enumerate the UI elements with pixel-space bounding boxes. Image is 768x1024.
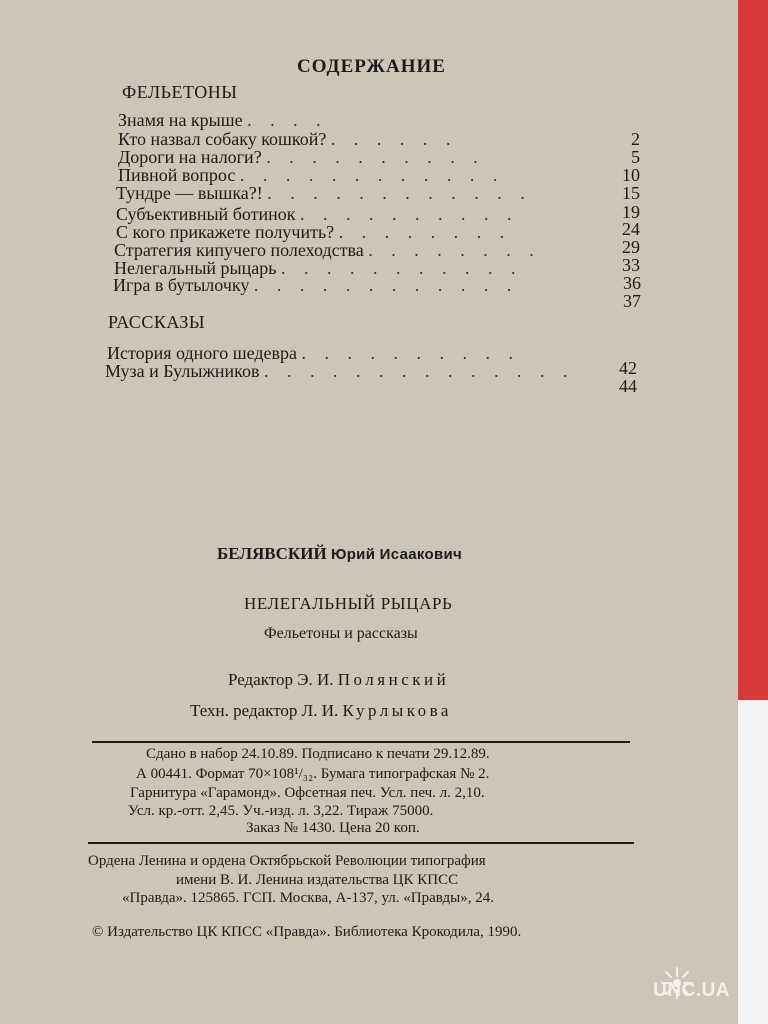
toc-page-number: 36 [623, 273, 641, 293]
toc-entry: Пивной вопрос . . . . . . . . . . . . [118, 165, 505, 185]
author-line [217, 544, 462, 564]
toc-entry: С кого прикажете получить? . . . . . . . . [116, 222, 512, 242]
divider [88, 842, 634, 844]
watermark-logo: UNC.UA [653, 980, 730, 1001]
print-line: Гарнитура «Гарамонд». Офсетная печ. Усл. печ. л. 2,10. [130, 785, 485, 801]
toc-entry: Тундре — вышка?! . . . . . . . . . . . . [116, 183, 532, 203]
toc-page-number: 2 [631, 129, 640, 149]
toc-page-number: 19 [622, 202, 640, 222]
tech-editor-credit: Техн. редактор Л. И. Курлыкова [190, 701, 452, 720]
printer-line: Ордена Ленина и ордена Октябрьской Революции типография [88, 853, 486, 869]
toc-page-number: 10 [622, 165, 640, 185]
print-line: А 00441. Формат 70×108¹/₃₂. Бумага типографская № 2. [136, 766, 490, 782]
toc-entry: Муза и Булыжников . . . . . . . . . . . . . . [105, 361, 575, 381]
toc-entry: История одного шедевра . . . . . . . . . . [107, 343, 520, 363]
print-line: Сдано в набор 24.10.89. Подписано к печати 29.12.89. [146, 746, 490, 762]
toc-page-number: 15 [622, 183, 640, 203]
toc-entry: Субъективный ботинок . . . . . . . . . . [116, 204, 519, 224]
toc-page-number: 5 [631, 147, 640, 167]
toc-entry: Нелегальный рыцарь . . . . . . . . . . . [114, 258, 523, 278]
book-title: НЕЛЕГАЛЬНЫЙ РЫЦАРЬ [244, 594, 453, 613]
printer-line: «Правда». 125865. ГСП. Москва, А-137, ул. «Правды», 24. [122, 890, 494, 906]
book-subtitle: Фельетоны и рассказы [264, 625, 418, 642]
background-surface [738, 700, 768, 1024]
toc-entry: Игра в бутылочку . . . . . . . . . . . . [113, 275, 519, 295]
print-line: Заказ № 1430. Цена 20 коп. [246, 820, 420, 836]
toc-page-number: 33 [622, 255, 640, 275]
divider [92, 741, 630, 743]
toc-entry: Знамя на крыше . . . . [118, 110, 328, 130]
toc-page-number: 42 [619, 358, 637, 378]
toc-entry: Дороги на налоги? . . . . . . . . . . [118, 147, 485, 167]
toc-page-number: 44 [619, 376, 637, 396]
toc-page-number: 37 [623, 291, 641, 311]
print-line: Усл. кр.-отт. 2,45. Уч.-изд. л. 3,22. Тираж 75000. [128, 803, 434, 819]
author-name: Юрий Исаакович [330, 546, 462, 563]
section-heading-stories: РАССКАЗЫ [108, 312, 206, 332]
toc-page-number: 29 [622, 237, 640, 257]
toc-entry: Стратегия кипучего полеходства . . . . . . . . [114, 240, 541, 260]
copyright-line: © Издательство ЦК КПСС «Правда». Библиотека Крокодила, 1990. [92, 924, 522, 940]
author-surname: БЕЛЯВСКИЙ [217, 544, 327, 563]
editor-credit: Редактор Э. И. Полянский [228, 670, 450, 689]
printer-line: имени В. И. Ленина издательства ЦК КПСС [176, 872, 459, 888]
toc-title: СОДЕРЖАНИЕ [297, 56, 446, 77]
section-heading-feuilletons: ФЕЛЬЕТОНЫ [122, 82, 238, 102]
toc-entry: Кто назвал собаку кошкой? . . . . . . [118, 129, 458, 149]
toc-page-number: 24 [622, 219, 640, 239]
